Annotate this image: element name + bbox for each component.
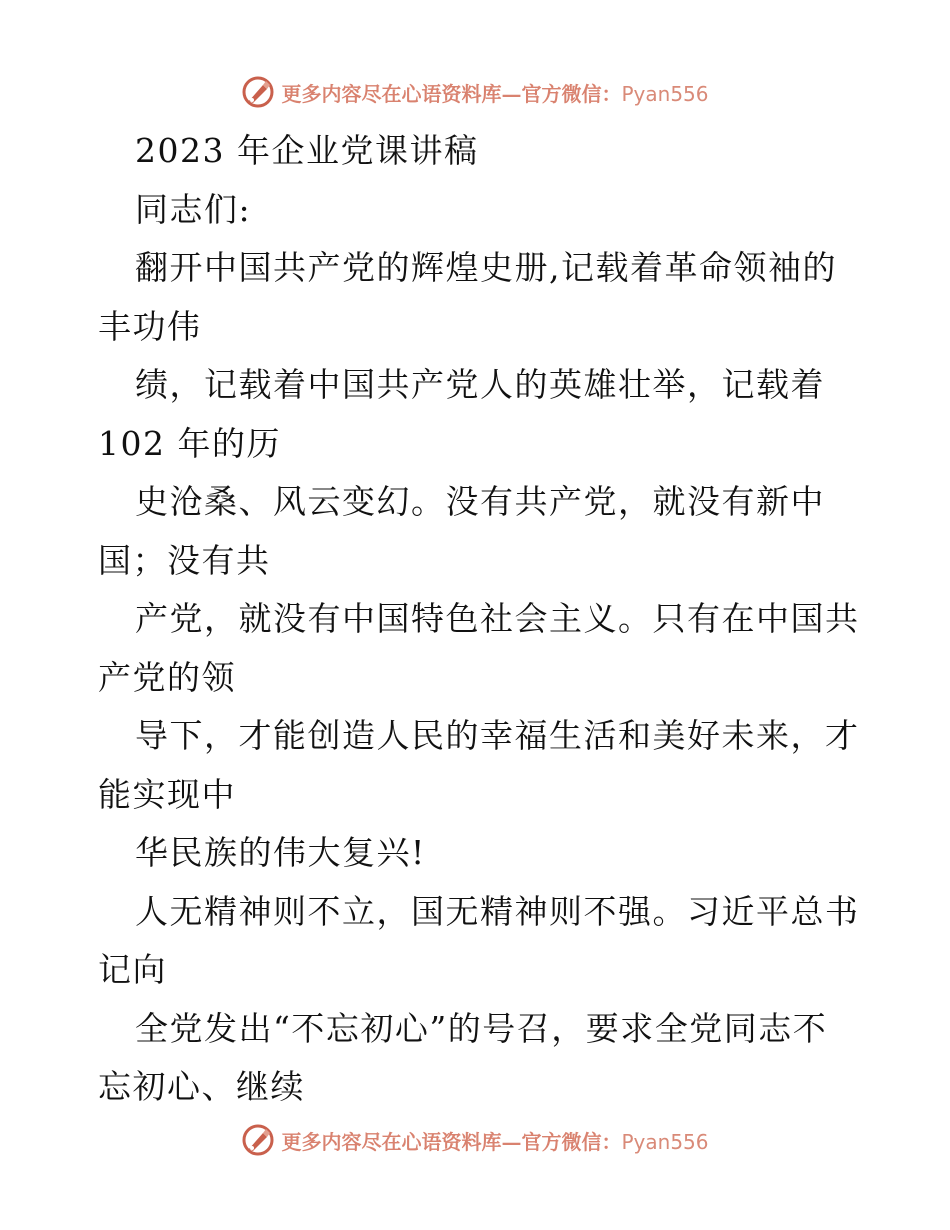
watermark-text: 更多内容尽在心语资料库—官方微信：Pyan556 <box>281 1129 709 1154</box>
paragraph-line: 绩，记载着中国共产党人的英雄壮举，记载着 <box>135 365 825 404</box>
paragraph-line: 产党的领 <box>98 657 236 697</box>
paragraph-line: 忘初心、继续 <box>98 1067 305 1106</box>
footer-watermark <box>0 1120 950 1160</box>
paragraph-line: 记向 <box>98 950 167 989</box>
paragraph-line: 能实现中 <box>98 774 236 814</box>
paragraph-line: 导下，才能创造人民的幸福生活和美好未来，才 <box>135 716 860 755</box>
document-title: 2023 年企业党课讲稿 <box>135 131 479 170</box>
paragraph-line: 华民族的伟大复兴! <box>135 833 426 872</box>
watermark-text: 更多内容尽在心语资料库—官方微信：Pyan556 <box>281 81 709 106</box>
paragraph-line: 人无精神则不立，国无精神则不强。习近平总书 <box>135 891 860 931</box>
paragraph-line: 史沧桑、风云变幻。没有共产党，就没有新中 <box>135 482 825 521</box>
paragraph-line: 翻开中国共产党的辉煌史册,记载着革命领袖的 <box>135 248 837 287</box>
paragraph-line: 产党，就没有中国特色社会主义。只有在中国共 <box>135 599 860 638</box>
paragraph-line: 102 年的历 <box>98 423 281 463</box>
paragraph-line: 全党发出“不忘初心”的号召，要求全党同志不 <box>135 1008 828 1048</box>
paragraph-line: 国；没有共 <box>98 540 271 580</box>
watermark-contact: Pyan556 <box>621 1129 709 1154</box>
watermark-contact: Pyan556 <box>621 81 709 106</box>
paragraph-line: 丰功伟 <box>98 306 202 346</box>
pen-logo-icon <box>241 1123 275 1157</box>
document-body <box>98 122 858 1117</box>
paragraph-line: 同志们: <box>135 189 252 229</box>
pen-logo-icon <box>241 75 275 109</box>
header-watermark <box>0 72 950 112</box>
